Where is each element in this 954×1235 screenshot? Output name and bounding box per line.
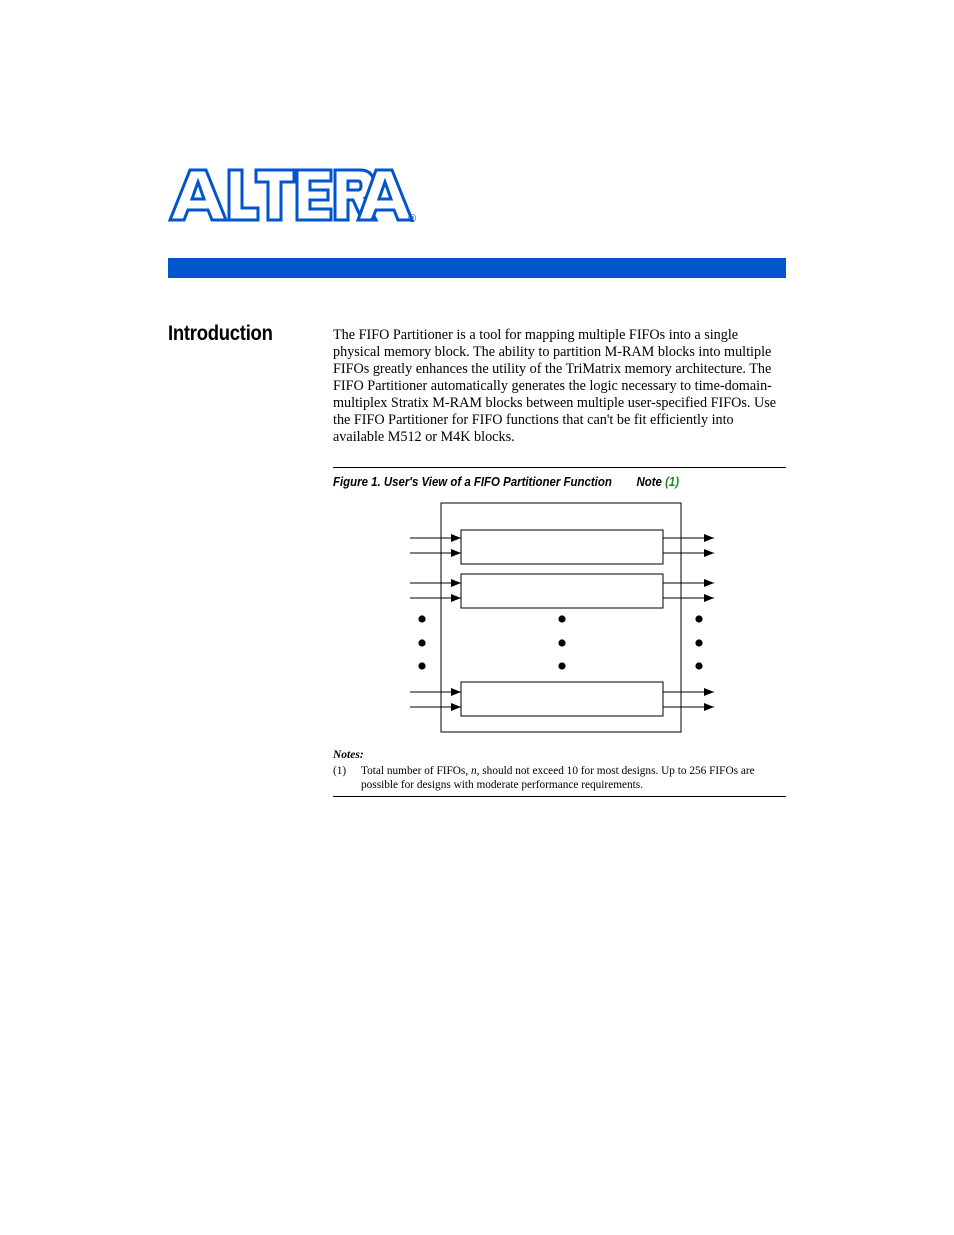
ellipsis-dot [695, 639, 702, 646]
altera-logo [168, 166, 424, 226]
notes-label: Notes: [333, 749, 364, 761]
ellipsis-dot [418, 639, 425, 646]
header-bar [168, 258, 786, 278]
registered-mark: ® [408, 213, 417, 225]
ellipsis-dot [418, 662, 425, 669]
fifo-block-1 [461, 530, 663, 564]
fifo-block-2 [461, 574, 663, 608]
diagram-svg [405, 500, 725, 736]
figure-note-link[interactable]: (1) [665, 474, 680, 489]
figure-caption [333, 474, 679, 489]
figure-bottom-rule [333, 796, 786, 797]
figure-note-label: Note [636, 474, 662, 489]
figure-top-rule [333, 467, 786, 468]
note-number: (1) [333, 765, 347, 777]
intro-paragraph: The FIFO Partitioner is a tool for mapping multiple FIFOs into a single physical memory block. The ability to partition M-RAM blocks into multiple FIFOs greatly enhances the utility of the TriMatrix memory architecture. The FIFO Partitioner automatically generates the logic necessary to time-domain-multiplex Stratix M-RAM blocks between multiple user-specified FIFOs. Use the FIFO Partitioner for FIFO functions that can't be fit efficiently into available M512 or M4K blocks. [333, 327, 777, 445]
ellipsis-dot [558, 615, 565, 622]
altera-logo-graphic [168, 166, 424, 226]
ellipsis-dot [695, 662, 702, 669]
figure-caption-title: Figure 1. User's View of a FIFO Partitioner Function [333, 474, 612, 489]
fifo-block-n [461, 682, 663, 716]
ellipsis-dot [695, 615, 702, 622]
ellipsis-dot [558, 639, 565, 646]
ellipsis-dot [418, 615, 425, 622]
ellipsis-dot [558, 662, 565, 669]
note-text: Total number of FIFOs, n, should not exceed 10 for most designs. Up to 256 FIFOs are possible for designs with moderate performance requirements. [361, 765, 755, 791]
fifo-partitioner-diagram [405, 500, 725, 736]
section-heading: Introduction [168, 322, 273, 345]
